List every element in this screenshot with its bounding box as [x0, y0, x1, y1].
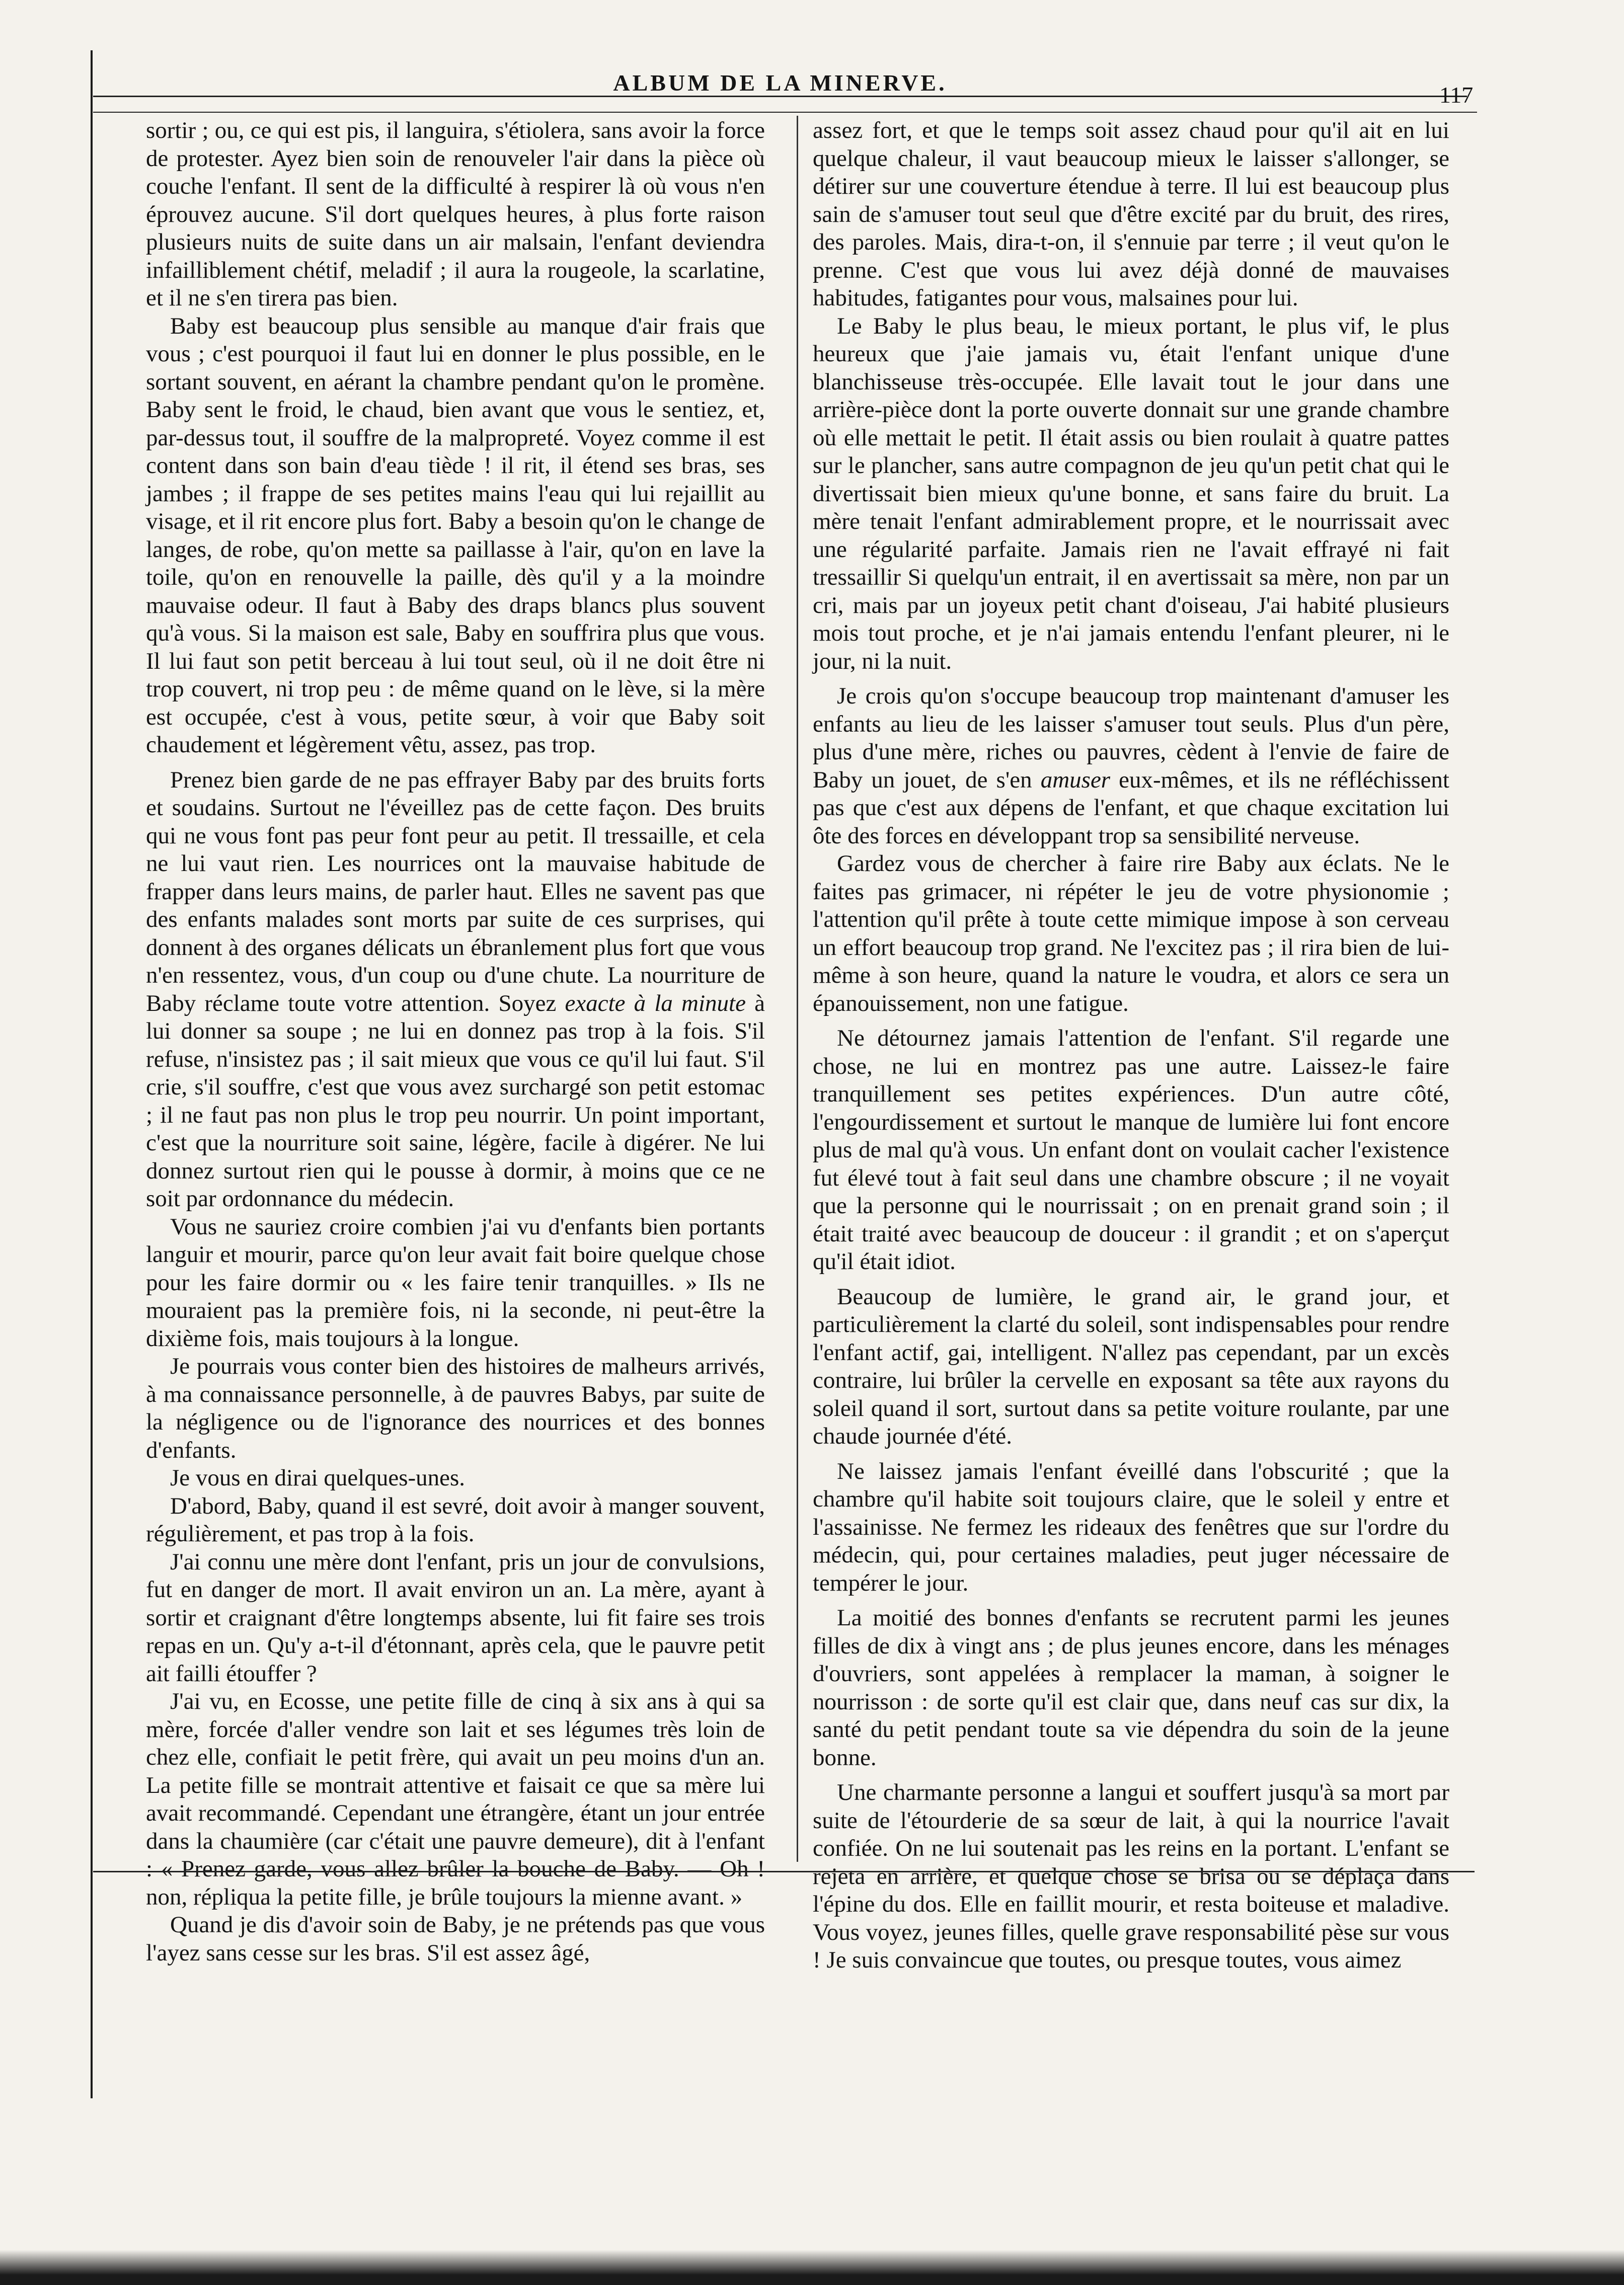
- paragraph-text: à lui donner sa soupe ; ne lui en donnez pas trop à la fois. S'il refuse, n'insistez pas ; il sait mieux que vous ce qu'il lui faut. S'il crie, s'il souffre, c'est que vous avez surchargé son petit estomac ; il ne faut pas non plus le trop peu nourrir. Un point important, c'est que la nourriture soit saine, légère, facile à digérer. Ne lui donnez surtout rien qui le pousse à dormir, à moins que ce ne soit par ordonnance du médecin.: [146, 990, 765, 1212]
- paragraph: D'abord, Baby, quand il est sevré, doit avoir à manger souvent, régulièrement, et pas trop à la fois.: [146, 1492, 765, 1547]
- column-divider: [797, 116, 798, 1862]
- paragraph: Je pourrais vous conter bien des histoires de malheurs arrivés, à ma connaissance personnelle, à de pauvres Babys, par suite de la négligence ou de l'ignorance des nourrices et des bonnes d'enfants.: [146, 1353, 765, 1463]
- footer-rule: [93, 1871, 1475, 1872]
- paragraph: assez fort, et que le temps soit assez chaud pour qu'il ait en lui quelque chaleur, il vaut beaucoup mieux le laisser s'allonger, se détirer sur une couverture étendue à terre. Il lui est beaucoup plus sain de s'amuser tout seul que d'être excité par du bruit, des rires, des paroles. Mais, dira-t-on, il s'ennuie par terre ; il veut qu'on le prenne. C'est que vous lui avez déjà donné de mauvaises habitudes, fatigantes pour vous, malsaines pour lui.: [813, 117, 1449, 311]
- scan-edge-shadow: [0, 2250, 1624, 2285]
- paragraph: Ne laissez jamais l'enfant éveillé dans l'obscurité ; que la chambre qu'il habite soit toujours claire, que le soleil y entre et l'assainisse. Ne fermez les rideaux des fenêtres que sur l'ordre du médecin, qui, pour certaines maladies, peut juger nécessaire de tempérer le jour.: [813, 1458, 1449, 1596]
- header-rule-bottom: [93, 112, 1477, 113]
- emphasis-text: amuser: [1040, 766, 1111, 793]
- paragraph: J'ai vu, en Ecosse, une petite fille de cinq à six ans à qui sa mère, forcée d'aller vendre son lait et ses légumes très loin de chez elle, confiait le petit frère, qui avait un peu moins d'un an. La petite fille se montrait attentive et faisait ce que sa mère lui avait recommandé. Cependant une étrangère, étant un jour entrée dans la chaumière (car c'était une pauvre demeure), dit à l'enfant : « Prenez garde, vous allez brûler la bouche de Baby. — Oh ! non, répliqua la petite fille, je brûle toujours la mienne avant. »: [146, 1688, 765, 1910]
- paragraph: La moitié des bonnes d'enfants se recrutent parmi les jeunes filles de dix à vingt ans ; de plus jeunes encore, dans les ménages d'ouvriers, sont appelées à remplacer la maman, à soigner le nourrisson : de sorte qu'il est clair que, dans neuf cas sur dix, la santé du petit pendant toute sa vie dépendra du soin de la jeune bonne.: [813, 1605, 1449, 1771]
- page-number: 117: [1439, 82, 1474, 108]
- paragraph: sortir ; ou, ce qui est pis, il languira, s'étiolera, sans avoir la force de protester. Ayez bien soin de renouveler l'air dans la pièce où couche l'enfant. Il sent de la difficulté à respirer là où vous n'en éprouvez aucune. S'il dort quelques heures, à plus forte raison plusieurs nuits de suite dans un air malsain, l'enfant deviendra infailliblement chétif, meladif ; il aura la rougeole, la scarlatine, et il ne s'en tirera pas bien.: [146, 117, 765, 311]
- paragraph: Baby est beaucoup plus sensible au manque d'air frais que vous ; c'est pourquoi il faut lui en donner le plus possible, en le sortant souvent, en aérant la chambre pendant qu'on le promène. Baby sent le froid, le chaud, bien avant que vous le sentiez, et, par-dessus tout, il souffre de la malpropreté. Voyez comme il est content dans son bain d'eau tiède ! il rit, il étend ses bras, ses jambes ; il frappe de ses petites mains l'eau qui lui rejaillit au visage, et il rit encore plus fort. Baby a besoin qu'on le change de langes, de robe, qu'on mette sa paillasse à l'air, qu'on en lave la toile, qu'on en renouvelle la paille, dès qu'il y a la moindre mauvaise odeur. Il faut à Baby des draps blancs plus souvent qu'à vous. Si la maison est sale, Baby en souffrira plus que vous. Il lui faut son petit berceau à lui tout seul, où il ne doit être ni trop couvert, ni trop peu : de même quand on le lève, si la mère est occupée, c'est à vous, petite sœur, à voir que Baby soit chaudement et légèrement vêtu, assez, pas trop.: [146, 312, 765, 758]
- paragraph: Quand je dis d'avoir soin de Baby, je ne prétends pas que vous l'ayez sans cesse sur les bras. S'il est assez âgé,: [146, 1912, 765, 1966]
- paragraph: Vous ne sauriez croire combien j'ai vu d'enfants bien portants languir et mourir, parce qu'on leur avait fait boire quelque chose pour les faire dormir ou « les faire tenir tranquilles. » Ils ne mouraient pas la première fois, ni la seconde, ni peut-être la dixième fois, mais toujours à la longue.: [146, 1213, 765, 1352]
- paragraph-text: Prenez bien garde de ne pas effrayer Baby par des bruits forts et soudains. Surtout ne l'éveillez pas de cette façon. Des bruits qui ne vous font pas peur font peur au petit. Il tressaille, et cela ne lui vaut rien. Les nourrices ont la mauvaise habitude de frapper dans leurs mains, de parler haut. Elles ne savent pas que des enfants malades sont morts par suite de ces surprises, qui donnent à des organes délicats un ébranlement plus fort que vous n'en ressentez, vous, d'un coup ou d'une chute. La nourriture de Baby réclame toute votre attention. Soyez: [146, 766, 765, 1016]
- paragraph: Je vous en dirai quelques-unes.: [170, 1465, 466, 1491]
- paragraph: [813, 682, 1449, 850]
- text-column-left: [146, 117, 765, 1966]
- paragraph-text: Je crois qu'on s'occupe beaucoup trop maintenant d'amuser les enfants au lieu de les laisser s'amuser tout seuls. Plus d'un père, plus d'une mère, riches ou pauvres, cèdent à l'envie de faire de Baby un jouet, de s'en: [813, 683, 1449, 793]
- paragraph: Le Baby le plus beau, le mieux portant, le plus vif, le plus heureux que j'aie jamais vu, était l'enfant unique d'une blanchisseuse très-occupée. Elle lavait tout le jour dans une arrière-pièce dont la porte ouverte donnait sur une grande chambre où elle mettait le petit. Il était assis ou bien roulait à quatre pattes sur le plancher, sans autre compagnon de jeu qu'un petit chat qui le divertissait bien mieux qu'une bonne, et sans faire du bruit. La mère tenait l'enfant admirablement propre, et le nourrissait avec une régularité parfaite. Jamais rien ne l'avait effrayé ni fait tressaillir Si quelqu'un entrait, il en avertissait sa mère, non par un cri, mais par un joyeux petit chant d'oiseau, J'ai habité plusieurs mois tout proche, et je n'ai jamais entendu l'enfant pleurer, ni le jour, ni la nuit.: [813, 312, 1449, 674]
- running-title: ALBUM DE LA MINERVE.: [613, 70, 947, 96]
- paragraph: Beaucoup de lumière, le grand air, le grand jour, et particulièrement la clarté du soleil, sont indispensables pour rendre l'enfant actif, gai, intelligent. N'allez pas cependant, par un excès contraire, lui brûler la cervelle en exposant sa tête aux rayons du soleil quand il sort, surtout dans sa petite voiture roulante, par une chaude journée d'été.: [813, 1283, 1449, 1449]
- paragraph-text: eux-mêmes, et ils ne réfléchissent pas que c'est aux dépens de l'enfant, et que chaque excitation lui ôte des forces en développant trop sa sensibilité nerveuse.: [813, 766, 1449, 849]
- paragraph: Ne détournez jamais l'attention de l'enfant. S'il regarde une chose, ne lui en montrez pas une autre. Laissez-le faire tranquillement ses petites expériences. D'un autre côté, l'engourdissement et surtout le manque de lumière lui font encore plus de mal qu'à vous. Un enfant dont on voulait cacher l'existence fut élevé tout à fait seul dans une chambre obscure ; il ne voyait que la personne qui le nourrissait ; on en prenait grand soin ; il était traité avec beaucoup de douceur : il grandit ; et on s'aperçut qu'il était idiot.: [813, 1025, 1449, 1275]
- paragraph: Gardez vous de chercher à faire rire Baby aux éclats. Ne le faites pas grimacer, ni répéter le jeu de votre physionomie ; l'attention qu'il prête à toute cette mimique impose à son cerveau un effort beaucoup trop grand. Ne l'excitez pas ; il rira bien de lui-même à son heure, quand la nature le voudra, et alors ce sera un épanouissement, non une fatigue.: [813, 850, 1449, 1016]
- paragraph: Une charmante personne a langui et souffert jusqu'à sa mort par suite de l'étourderie de sa sœur de lait, à qui la nourrice l'avait confiée. On ne lui soutenait pas les reins en la portant. L'enfant se rejeta en arrière, et quelque chose se brisa ou se déplaça dans l'épine du dos. Elle en faillit mourir, et resta boiteuse et maladive. Vous voyez, jeunes filles, quelle grave responsabilité pèse sur vous ! Je suis convaincue que toutes, ou presque toutes, vous aimez: [813, 1779, 1449, 1973]
- text-column-right: [813, 117, 1449, 1973]
- paragraph: [146, 766, 765, 1213]
- paragraph: J'ai connu une mère dont l'enfant, pris un jour de convulsions, fut en danger de mort. Il avait environ un an. La mère, ayant à sortir et craignant d'être longtemps absente, lui fit faire ses trois repas en un. Qu'y a-t-il d'étonnant, après cela, que le pauvre petit ait failli étouffer ?: [146, 1548, 765, 1687]
- emphasis-text: exacte à la minute: [565, 990, 746, 1016]
